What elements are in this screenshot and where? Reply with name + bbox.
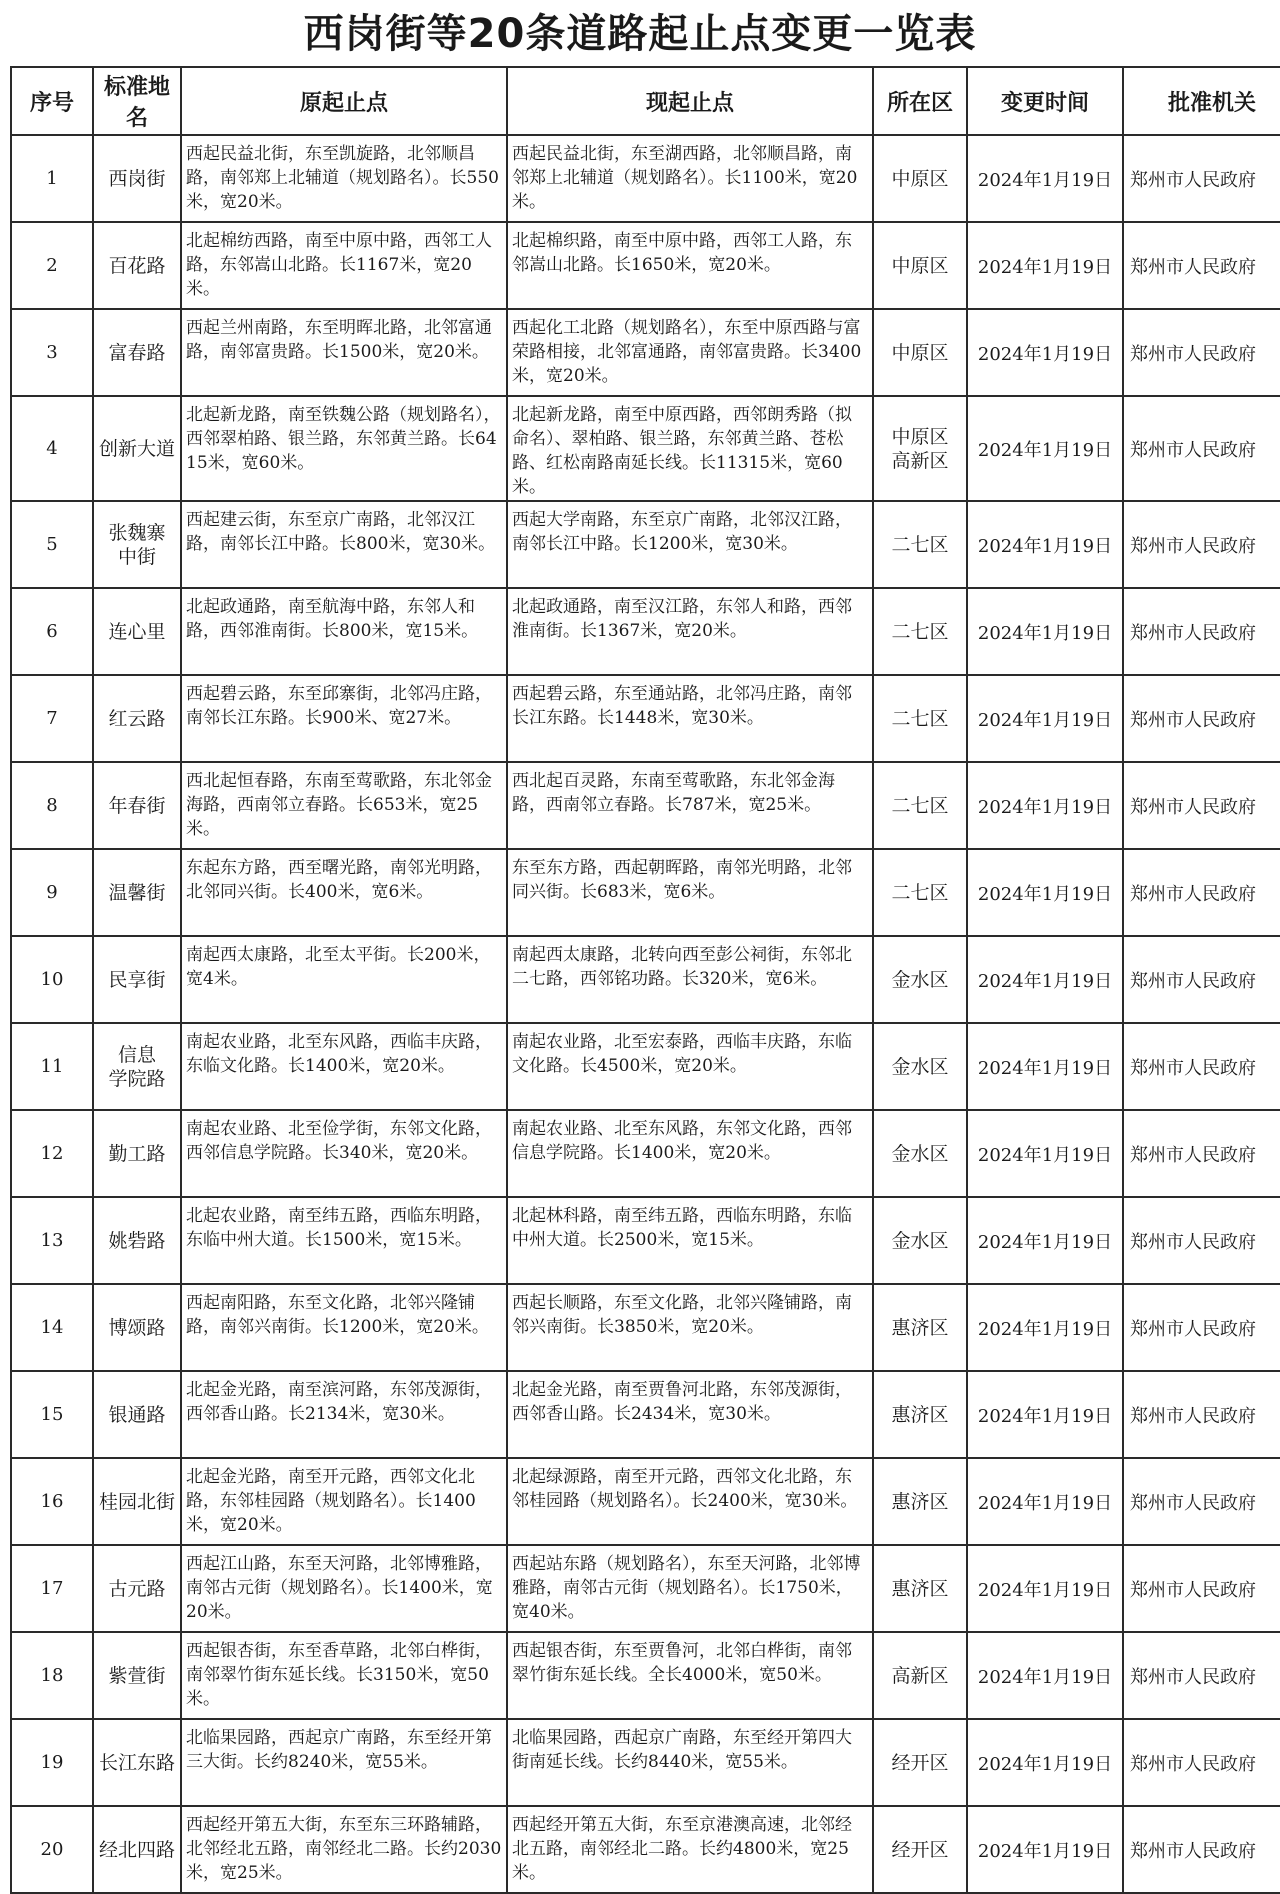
cell-name: 连心里 [93, 588, 181, 675]
cell-district: 惠济区 [873, 1284, 967, 1371]
cell-index: 14 [11, 1284, 93, 1371]
cell-district: 中原区 高新区 [873, 396, 967, 501]
table-row [11, 1110, 1280, 1197]
cell-index: 15 [11, 1371, 93, 1458]
cell-name: 西岗街 [93, 135, 181, 222]
cell-current: 北临果园路，西起京广南路，东至经开第四大街南延长线。长约8440米，宽55米。 [507, 1719, 873, 1806]
cell-index: 12 [11, 1110, 93, 1197]
cell-name: 信息 学院路 [93, 1023, 181, 1110]
cell-change-time: 2024年1月19日 [967, 1632, 1123, 1719]
cell-change-time: 2024年1月19日 [967, 396, 1123, 501]
cell-current: 南起农业路、北至东风路，东邻文化路，西邻信息学院路。长1400米，宽20米。 [507, 1110, 873, 1197]
table-row [11, 396, 1280, 501]
table-row [11, 1632, 1280, 1719]
cell-original: 北起金光路，南至开元路，西邻文化北路，东邻桂园路（规划路名）。长1400米，宽20米。 [181, 1458, 507, 1545]
cell-authority: 郑州市人民政府 [1123, 1719, 1280, 1806]
cell-index: 2 [11, 222, 93, 309]
table-row [11, 762, 1280, 849]
cell-change-time: 2024年1月19日 [967, 135, 1123, 222]
cell-index: 4 [11, 396, 93, 501]
cell-change-time: 2024年1月19日 [967, 675, 1123, 762]
cell-change-time: 2024年1月19日 [967, 588, 1123, 675]
cell-name: 年春街 [93, 762, 181, 849]
cell-name: 长江东路 [93, 1719, 181, 1806]
table-row [11, 936, 1280, 1023]
cell-current: 北起绿源路，南至开元路，西邻文化北路，东邻桂园路（规划路名）。长2400米，宽30米。 [507, 1458, 873, 1545]
cell-index: 3 [11, 309, 93, 396]
cell-name: 温馨街 [93, 849, 181, 936]
table-row [11, 501, 1280, 588]
cell-district: 二七区 [873, 762, 967, 849]
cell-authority: 郑州市人民政府 [1123, 936, 1280, 1023]
cell-original: 西起南阳路，东至文化路，北邻兴隆铺路，南邻兴南街。长1200米，宽20米。 [181, 1284, 507, 1371]
cell-authority: 郑州市人民政府 [1123, 675, 1280, 762]
cell-original: 西起江山路，东至天河路，北邻博雅路，南邻古元街（规划路名）。长1400米，宽20米。 [181, 1545, 507, 1632]
cell-current: 西起大学南路，东至京广南路，北邻汉江路，南邻长江中路。长1200米，宽30米。 [507, 501, 873, 588]
header-index: 序号 [11, 67, 93, 135]
page-title: 西岗街等20条道路起止点变更一览表 [303, 11, 977, 57]
cell-current: 西起碧云路，东至通站路，北邻冯庄路，南邻长江东路。长1448米，宽30米。 [507, 675, 873, 762]
cell-district: 惠济区 [873, 1545, 967, 1632]
cell-current: 南起西太康路，北转向西至彭公祠街，东邻北二七路，西邻铭功路。长320米，宽6米。 [507, 936, 873, 1023]
cell-original: 西起银杏街，东至香草路，北邻白桦街，南邻翠竹街东延长线。长3150米，宽50米。 [181, 1632, 507, 1719]
cell-district: 金水区 [873, 936, 967, 1023]
table-row [11, 222, 1280, 309]
cell-change-time: 2024年1月19日 [967, 1545, 1123, 1632]
cell-original: 西起民益北街，东至凯旋路，北邻顺昌路，南邻郑上北辅道（规划路名）。长550米，宽20米。 [181, 135, 507, 222]
road-change-table [10, 66, 1280, 1894]
cell-district: 二七区 [873, 849, 967, 936]
cell-district: 中原区 [873, 135, 967, 222]
cell-name: 姚砦路 [93, 1197, 181, 1284]
cell-current: 北起金光路，南至贾鲁河北路，东邻茂源街，西邻香山路。长2434米，宽30米。 [507, 1371, 873, 1458]
cell-original: 北起棉纺西路，南至中原中路，西邻工人路，东邻嵩山北路。长1167米，宽20米。 [181, 222, 507, 309]
cell-index: 16 [11, 1458, 93, 1545]
cell-district: 经开区 [873, 1806, 967, 1893]
table-row [11, 1284, 1280, 1371]
cell-original: 西起碧云路，东至邱寨街，北邻冯庄路，南邻长江东路。长900米、宽27米。 [181, 675, 507, 762]
header-name: 标准地名 [93, 67, 181, 135]
cell-name: 勤工路 [93, 1110, 181, 1197]
cell-change-time: 2024年1月19日 [967, 936, 1123, 1023]
cell-authority: 郑州市人民政府 [1123, 135, 1280, 222]
cell-name: 桂园北街 [93, 1458, 181, 1545]
cell-authority: 郑州市人民政府 [1123, 501, 1280, 588]
cell-index: 6 [11, 588, 93, 675]
cell-index: 20 [11, 1806, 93, 1893]
table-row [11, 1023, 1280, 1110]
cell-current: 西起站东路（规划路名），东至天河路，北邻博雅路，南邻古元街（规划路名）。长1750米，宽40米。 [507, 1545, 873, 1632]
header-current: 现起止点 [507, 67, 873, 135]
cell-original: 西起经开第五大街，东至东三环路辅路，北邻经北五路，南邻经北二路。长约2030米，宽25米。 [181, 1806, 507, 1893]
cell-index: 11 [11, 1023, 93, 1110]
cell-original: 北临果园路，西起京广南路，东至经开第三大街。长约8240米，宽55米。 [181, 1719, 507, 1806]
cell-change-time: 2024年1月19日 [967, 762, 1123, 849]
cell-district: 二七区 [873, 675, 967, 762]
cell-district: 惠济区 [873, 1458, 967, 1545]
cell-authority: 郑州市人民政府 [1123, 396, 1280, 501]
cell-change-time: 2024年1月19日 [967, 1806, 1123, 1893]
cell-authority: 郑州市人民政府 [1123, 849, 1280, 936]
cell-change-time: 2024年1月19日 [967, 309, 1123, 396]
cell-authority: 郑州市人民政府 [1123, 1632, 1280, 1719]
cell-original: 南起农业路、北至俭学街，东邻文化路，西邻信息学院路。长340米，宽20米。 [181, 1110, 507, 1197]
cell-original: 北起政通路，南至航海中路，东邻人和路，西邻淮南街。长800米，宽15米。 [181, 588, 507, 675]
cell-name: 博颂路 [93, 1284, 181, 1371]
table-row [11, 675, 1280, 762]
header-district: 所在区 [873, 67, 967, 135]
cell-original: 东起东方路，西至曙光路，南邻光明路，北邻同兴街。长400米，宽6米。 [181, 849, 507, 936]
cell-district: 经开区 [873, 1719, 967, 1806]
cell-authority: 郑州市人民政府 [1123, 1023, 1280, 1110]
cell-authority: 郑州市人民政府 [1123, 1806, 1280, 1893]
cell-current: 北起政通路，南至汉江路，东邻人和路，西邻淮南街。长1367米，宽20米。 [507, 588, 873, 675]
table-row [11, 309, 1280, 396]
cell-current: 西北起百灵路，东南至莺歌路，东北邻金海路，西南邻立春路。长787米，宽25米。 [507, 762, 873, 849]
cell-index: 19 [11, 1719, 93, 1806]
cell-index: 1 [11, 135, 93, 222]
cell-change-time: 2024年1月19日 [967, 1284, 1123, 1371]
cell-district: 金水区 [873, 1110, 967, 1197]
cell-current: 北起林科路，南至纬五路，西临东明路，东临中州大道。长2500米，宽15米。 [507, 1197, 873, 1284]
cell-district: 高新区 [873, 1632, 967, 1719]
cell-change-time: 2024年1月19日 [967, 1371, 1123, 1458]
cell-index: 13 [11, 1197, 93, 1284]
cell-change-time: 2024年1月19日 [967, 849, 1123, 936]
cell-name: 红云路 [93, 675, 181, 762]
cell-authority: 郑州市人民政府 [1123, 762, 1280, 849]
cell-current: 西起银杏街，东至贾鲁河，北邻白桦街，南邻翠竹街东延长线。全长4000米，宽50米。 [507, 1632, 873, 1719]
cell-current: 东至东方路，西起朝晖路，南邻光明路，北邻同兴街。长683米，宽6米。 [507, 849, 873, 936]
cell-original: 南起农业路，北至东风路，西临丰庆路，东临文化路。长1400米，宽20米。 [181, 1023, 507, 1110]
cell-authority: 郑州市人民政府 [1123, 1284, 1280, 1371]
cell-name: 张魏寨 中街 [93, 501, 181, 588]
cell-district: 中原区 [873, 222, 967, 309]
table-row [11, 1197, 1280, 1284]
cell-authority: 郑州市人民政府 [1123, 1545, 1280, 1632]
cell-original: 西起兰州南路，东至明晖北路，北邻富通路，南邻富贵路。长1500米，宽20米。 [181, 309, 507, 396]
cell-original: 西起建云街，东至京广南路，北邻汉江路，南邻长江中路。长800米，宽30米。 [181, 501, 507, 588]
cell-current: 西起民益北街，东至湖西路，北邻顺昌路，南邻郑上北辅道（规划路名）。长1100米，宽20米。 [507, 135, 873, 222]
cell-authority: 郑州市人民政府 [1123, 588, 1280, 675]
table-row [11, 1719, 1280, 1806]
cell-change-time: 2024年1月19日 [967, 1458, 1123, 1545]
cell-current: 北起棉织路，南至中原中路，西邻工人路，东邻嵩山北路。长1650米，宽20米。 [507, 222, 873, 309]
table-row [11, 135, 1280, 222]
cell-authority: 郑州市人民政府 [1123, 222, 1280, 309]
table-row [11, 849, 1280, 936]
cell-authority: 郑州市人民政府 [1123, 1371, 1280, 1458]
cell-index: 17 [11, 1545, 93, 1632]
cell-district: 金水区 [873, 1197, 967, 1284]
cell-change-time: 2024年1月19日 [967, 501, 1123, 588]
cell-original: 西北起恒春路，东南至莺歌路，东北邻金海路，西南邻立春路。长653米，宽25米。 [181, 762, 507, 849]
cell-current: 西起长顺路，东至文化路，北邻兴隆铺路，南邻兴南街。长3850米，宽20米。 [507, 1284, 873, 1371]
cell-district: 中原区 [873, 309, 967, 396]
cell-original: 南起西太康路，北至太平街。长200米，宽4米。 [181, 936, 507, 1023]
table-row [11, 1371, 1280, 1458]
cell-name: 银通路 [93, 1371, 181, 1458]
cell-authority: 郑州市人民政府 [1123, 309, 1280, 396]
cell-name: 富春路 [93, 309, 181, 396]
table-row [11, 1458, 1280, 1545]
cell-index: 9 [11, 849, 93, 936]
cell-index: 8 [11, 762, 93, 849]
cell-change-time: 2024年1月19日 [967, 1719, 1123, 1806]
cell-district: 二七区 [873, 588, 967, 675]
cell-name: 百花路 [93, 222, 181, 309]
cell-index: 18 [11, 1632, 93, 1719]
table-row [11, 1806, 1280, 1893]
cell-original: 北起农业路，南至纬五路，西临东明路，东临中州大道。长1500米，宽15米。 [181, 1197, 507, 1284]
cell-name: 民享街 [93, 936, 181, 1023]
cell-original: 北起金光路，南至滨河路，东邻茂源街，西邻香山路。长2134米，宽30米。 [181, 1371, 507, 1458]
table-header-row [11, 67, 1280, 135]
cell-authority: 郑州市人民政府 [1123, 1197, 1280, 1284]
cell-name: 古元路 [93, 1545, 181, 1632]
cell-current: 北起新龙路，南至中原西路，西邻朗秀路（拟命名）、翠柏路、银兰路，东邻黄兰路、苍松路、红松南路南延长线。长11315米，宽60米。 [507, 396, 873, 501]
cell-district: 惠济区 [873, 1371, 967, 1458]
cell-index: 10 [11, 936, 93, 1023]
cell-current: 南起农业路，北至宏泰路，西临丰庆路，东临文化路。长4500米，宽20米。 [507, 1023, 873, 1110]
table-row [11, 1545, 1280, 1632]
cell-change-time: 2024年1月19日 [967, 222, 1123, 309]
header-original: 原起止点 [181, 67, 507, 135]
cell-index: 5 [11, 501, 93, 588]
cell-index: 7 [11, 675, 93, 762]
cell-current: 西起化工北路（规划路名），东至中原西路与富荣路相接，北邻富通路，南邻富贵路。长3400米，宽20米。 [507, 309, 873, 396]
cell-name: 紫萱街 [93, 1632, 181, 1719]
table-row [11, 588, 1280, 675]
cell-change-time: 2024年1月19日 [967, 1023, 1123, 1110]
cell-name: 创新大道 [93, 396, 181, 501]
cell-change-time: 2024年1月19日 [967, 1197, 1123, 1284]
cell-authority: 郑州市人民政府 [1123, 1110, 1280, 1197]
header-authority: 批准机关 [1123, 67, 1280, 135]
cell-authority: 郑州市人民政府 [1123, 1458, 1280, 1545]
cell-original: 北起新龙路，南至铁魏公路（规划路名），西邻翠柏路、银兰路，东邻黄兰路。长6415米，宽60米。 [181, 396, 507, 501]
cell-district: 金水区 [873, 1023, 967, 1110]
header-change-time: 变更时间 [967, 67, 1123, 135]
cell-current: 西起经开第五大街，东至京港澳高速，北邻经北五路，南邻经北二路。长约4800米，宽25米。 [507, 1806, 873, 1893]
cell-district: 二七区 [873, 501, 967, 588]
cell-change-time: 2024年1月19日 [967, 1110, 1123, 1197]
cell-name: 经北四路 [93, 1806, 181, 1893]
